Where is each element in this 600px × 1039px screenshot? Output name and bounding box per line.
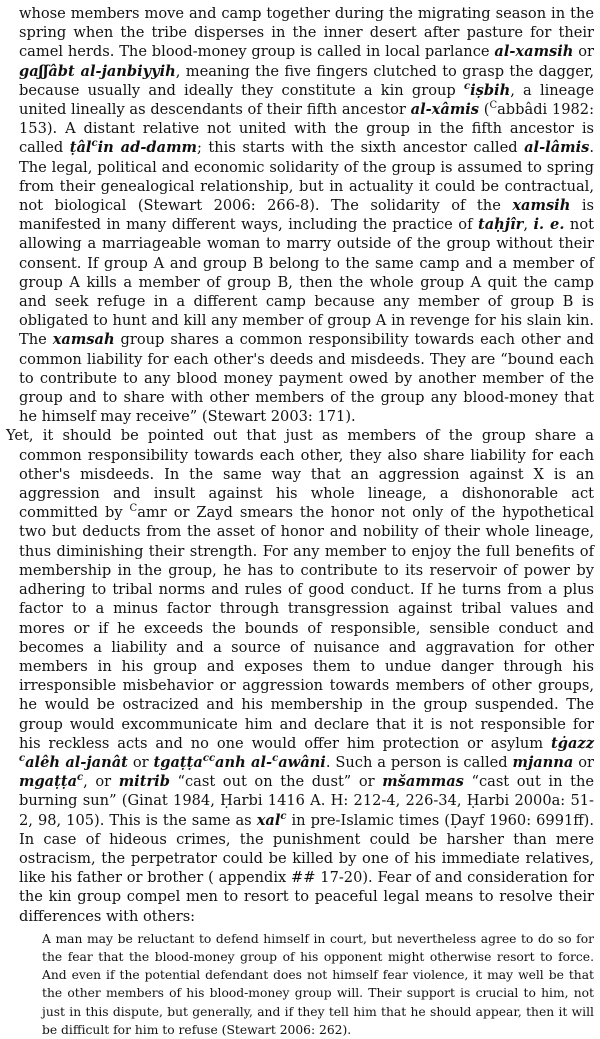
term-in-ad-damm: in ad-damm: [97, 139, 197, 157]
term-ie: i. e.: [533, 216, 565, 234]
text-run: , or: [83, 773, 119, 791]
term-tahjir: taḥjîr: [477, 216, 524, 234]
text-run: . Such a person is called: [325, 753, 513, 771]
ayn-superscript: c: [77, 772, 84, 784]
term-talin: ṭâl: [69, 139, 92, 157]
text-run: ; this starts with the sixth ancestor called: [196, 139, 525, 157]
block-quote: A man may be reluctant to defend himself in court, but nevertheless agree to do so for the fear that the blood-money group of his opponent might otherwise resort to force. And even if the potential defendant does not himself fear violence, it may well be that the other members of his blood-money group will. Their support is crucial to him, not just in this dispute, but generally, and if they tell him that he should appear, then it will be difficult for him to refuse (Stewart 2006: 262).: [42, 931, 594, 1037]
term-mitrib: mitrib: [118, 773, 170, 791]
text-run: whose members move and camp together during the migrating season in the spring when the tribe disperses in the inner desert after pasture for their camel herds. The blood-money group is called in local parlance: [19, 5, 594, 61]
ayn-superscript: c: [272, 752, 279, 764]
text-run: , meaning the five fingers clutched to grasp the dagger, because usually and ideally they constitute a kin group: [19, 62, 594, 99]
term-awani: awâni: [278, 753, 326, 771]
text-run: , a lineage united lineally as descendants of their fifth ancestor: [19, 81, 594, 119]
text-run: (: [479, 101, 490, 119]
ayn-superscript: c: [202, 752, 209, 764]
term-isbih: iṣbih: [470, 81, 511, 99]
text-run: ,: [523, 216, 534, 234]
text-run: is manifested in many different ways, including the practice of: [19, 197, 594, 234]
term-xamsih: xamsih: [512, 197, 571, 215]
text-run: group shares a common responsibility towards each other and common liability for each other's deeds and misdeeds. They are “bound each to contribute to any blood money payment owed by another member of the group and to share with other members of the group any blood-money that he himself may receive” (Stewart 2003: 171).: [19, 331, 594, 426]
paragraph-blood-money-group: [6, 4, 594, 426]
ayn-superscript: C: [129, 503, 138, 515]
text-run: amr or Zayd smears the honor not only of the hypothetical two but deducts from the asset of honor and nobility of their whole lineage, thus diminishing their strength. For any member to enjoy the full benefits of membership in the group, he has to contribute to its reservoir of power by adhering to tribal norms and rules of good conduct. If he turns from a plus factor to a minus factor through transgression against tribal values and mores or if he exceeds the bounds of responsible, sensible conduct and becomes a liability and a source of nuisance and aggravation for other members in his group and exposes them to undue danger through his irresponsible misbehavior or aggression towards members of other groups, he would be ostracized and his membership in the group suspended. The group would excommunicate him and declare that it is not responsible for his reckless acts and no one would offer him protection or asylum: [19, 504, 594, 752]
ayn-superscript: c: [19, 752, 26, 764]
text-run: abbâdi 1982: 153). A distant relative not united with the group in the fifth ancestor is called: [19, 101, 594, 157]
text-run: “cast out on the dust” or: [169, 773, 383, 791]
ayn-superscript: c: [280, 810, 287, 822]
term-al-xamis: al-xâmis: [410, 101, 480, 119]
term-tgazz: tġazz: [551, 734, 594, 752]
term-anh-al: anh al-: [215, 753, 273, 771]
text-run: or: [573, 753, 595, 771]
ayn-superscript: c: [208, 752, 216, 764]
text-run: “cast out in the burning sun” (Ginat 1984, Ḥarbi 1416 A. H: 212-4, 226-34, Ḥarbi 2000a: 51-2, 98, 105). This is the same as: [19, 773, 594, 829]
text-run: or: [127, 753, 154, 771]
paragraph-shared-liability: [6, 426, 594, 925]
term-gassabt-al-janbiyyih: gaʃʃâbt al-janbiyyih: [19, 62, 176, 80]
term-mshammas: mšammas: [382, 773, 464, 791]
term-xal: xal: [256, 811, 281, 829]
text-run: Yet, it should be pointed out that just as members of the group share a common responsibility towards each other, they also share liability for each other's misdeeds. In the same way that an aggression against X is an aggression and insult against his whole lineage, a dishonorable act committed by: [6, 427, 594, 522]
text-run: not allowing a marriageable woman to marry outside of the group without their consent. If group A and group B belong to the same camp and a member of group A kills a member of group B, then the whole group A quit the camp and seek refuge in a different camp because any member of group B is obligated to hunt and kill any member of group A in revenge for his slain kin. The: [19, 216, 594, 349]
text-run: . The legal, political and economic solidarity of the group is assumed to spring from their genealogical relationship, but in actuality it could be contractual, not biological (Stewart 2006: 266-8). The solidarity of the: [19, 139, 594, 215]
term-tgatta: tgaṭṭa: [153, 753, 203, 771]
term-xamsah: xamsah: [52, 331, 115, 349]
text-run: or: [573, 43, 595, 61]
ayn-superscript: c: [91, 138, 98, 150]
term-mgatta: mgaṭṭa: [19, 773, 78, 791]
ayn-superscript: c: [463, 80, 471, 92]
term-al-xamsih: al-xamsih: [494, 43, 574, 61]
ayn-superscript: C: [489, 100, 498, 112]
term-mjanna: mjanna: [512, 753, 574, 771]
term-aleh-al-janat: alêh al-janât: [25, 753, 128, 771]
term-al-lamis: al-lâmis: [524, 139, 590, 157]
text-run: in pre-Islamic times (Ḍayf 1960: 6991ff). In case of hideous crimes, the punishment could be harsher than mere ostracism, the perpetrator could be killed by one of his immediate relatives, like his father or brother ( appendix ## 17-20). Fear of and consideration for the kin group compel men to resort to peaceful legal means to resolve their differences with others:: [19, 811, 594, 925]
